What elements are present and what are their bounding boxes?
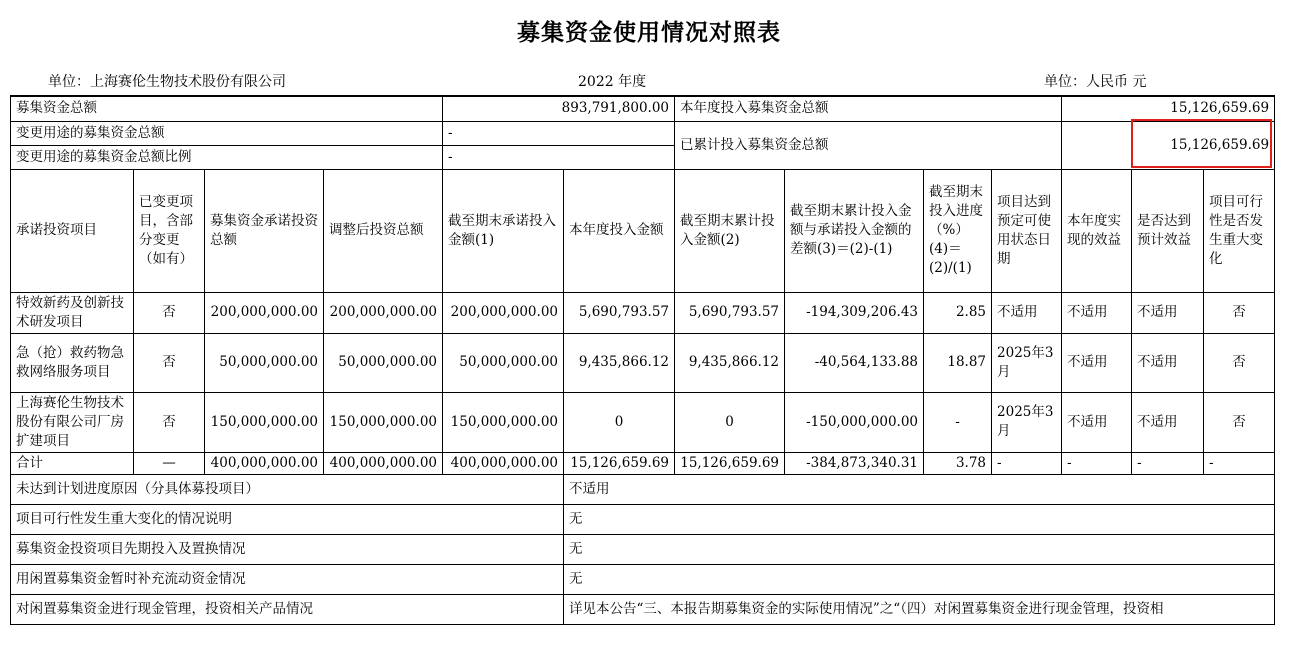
table-cell: 15,126,659.69 [564,452,675,474]
table-cell: 150,000,000.00 [205,392,324,452]
header-cell: 截至期末投入进度（%）(4)＝(2)/(1) [924,169,992,292]
table-row [11,392,1275,452]
table-cell: 50,000,000.00 [324,333,443,392]
table-cell: 否 [1204,333,1275,392]
table-cell: 5,690,793.57 [675,292,785,333]
unit-company: 单位：上海赛伦生物技术股份有限公司 [48,74,286,90]
table-cell: 否 [1204,292,1275,333]
table-cell: 400,000,000.00 [443,452,564,474]
summary-row-changed [11,121,1275,145]
table-cell: -150,000,000.00 [785,392,924,452]
total-label: 募集资金总额 [11,96,443,121]
table-cell: - [992,452,1062,474]
table-cell: 9,435,866.12 [675,333,785,392]
header-cell: 是否达到预计效益 [1132,169,1204,292]
table-cell: 200,000,000.00 [443,292,564,333]
year-invest-value: 15,126,659.69 [1062,96,1275,121]
note-value: 不适用 [564,474,1275,504]
changed-ratio-value: - [443,145,675,169]
header-cell: 项目达到预定可使用状态日期 [992,169,1062,292]
table-row-total [11,452,1275,474]
note-label: 用闲置募集资金暂时补充流动资金情况 [11,564,564,594]
note-row [11,474,1275,504]
table-cell: 400,000,000.00 [324,452,443,474]
header-cell: 本年度实现的效益 [1062,169,1132,292]
header-cell: 已变更项目，含部分变更（如有） [134,169,205,292]
header-cell: 截至期末累计投入金额(2) [675,169,785,292]
fund-usage-table [10,95,1275,625]
table-cell: 2025年3月 [992,333,1062,392]
table-cell: 不适用 [1132,333,1204,392]
note-row [11,534,1275,564]
header-row [11,169,1275,292]
summary-row-total [11,96,1275,121]
table-cell: -40,564,133.88 [785,333,924,392]
table-cell: 0 [675,392,785,452]
table-cell: 3.78 [924,452,992,474]
header-cell: 本年度投入金额 [564,169,675,292]
note-row [11,594,1275,624]
table-cell: 不适用 [992,292,1062,333]
note-label: 未达到计划进度原因（分具体募投项目） [11,474,564,504]
table-cell: 2.85 [924,292,992,333]
table-cell: 不适用 [1132,292,1204,333]
header-cell: 调整后投资总额 [324,169,443,292]
header-cell: 募集资金承诺投资总额 [205,169,324,292]
table-cell: 18.87 [924,333,992,392]
table-cell: 否 [134,392,205,452]
table-row [11,292,1275,333]
table-cell: 0 [564,392,675,452]
table-cell: 不适用 [1062,392,1132,452]
changed-value: - [443,121,675,145]
project-name: 特效新药及创新技术研发项目 [11,292,134,333]
project-name: 上海赛伦生物技术股份有限公司厂房扩建项目 [11,392,134,452]
table-cell: 50,000,000.00 [205,333,324,392]
header-cell: 截至期末累计投入金额与承诺投入金额的差额(3)＝(2)-(1) [785,169,924,292]
table-cell: 否 [134,292,205,333]
note-value: 无 [564,534,1275,564]
table-cell: 150,000,000.00 [324,392,443,452]
table-cell: 2025年3月 [992,392,1062,452]
note-value: 无 [564,564,1275,594]
header-cell: 项目可行性是否发生重大变化 [1204,169,1275,292]
table-cell: 否 [1204,392,1275,452]
header-cell: 承诺投资项目 [11,169,134,292]
cumulative-label: 已累计投入募集资金总额 [675,121,1062,169]
table-cell: 不适用 [1132,392,1204,452]
table-cell: -384,873,340.31 [785,452,924,474]
unit-currency: 单位：人民币 元 [1044,74,1147,90]
page-title: 募集资金使用情况对照表 [517,19,781,46]
table-cell: - [1062,452,1132,474]
table-cell: 9,435,866.12 [564,333,675,392]
table-cell: - [1132,452,1204,474]
note-value: 详见本公告“三、本报告期募集资金的实际使用情况”之“（四）对闲置募集资金进行现金管理，投资相 [564,594,1275,624]
note-label: 对闲置募集资金进行现金管理，投资相关产品情况 [11,594,564,624]
report-year: 2022 年度 [578,74,647,90]
note-value: 无 [564,504,1275,534]
table-cell: 400,000,000.00 [205,452,324,474]
year-invest-label: 本年度投入募集资金总额 [675,96,1062,121]
table-cell: 15,126,659.69 [675,452,785,474]
table-cell: — [134,452,205,474]
note-row [11,564,1275,594]
table-cell: 5,690,793.57 [564,292,675,333]
table-cell: - [924,392,992,452]
project-name: 急（抢）救药物急救网络服务项目 [11,333,134,392]
table-cell: 150,000,000.00 [443,392,564,452]
table-cell: - [1204,452,1275,474]
note-label: 募集资金投资项目先期投入及置换情况 [11,534,564,564]
changed-label: 变更用途的募集资金总额 [11,121,443,145]
header-cell: 截至期末承诺投入金额(1) [443,169,564,292]
note-row [11,504,1275,534]
note-label: 项目可行性发生重大变化的情况说明 [11,504,564,534]
changed-ratio-label: 变更用途的募集资金总额比例 [11,145,443,169]
total-row-label: 合计 [11,452,134,474]
cumulative-value: 15,126,659.69 [1062,121,1275,169]
table-cell: 50,000,000.00 [443,333,564,392]
table-cell: 200,000,000.00 [324,292,443,333]
table-cell: -194,309,206.43 [785,292,924,333]
total-value: 893,791,800.00 [443,96,675,121]
table-cell: 不适用 [1062,333,1132,392]
table-row [11,333,1275,392]
table-cell: 200,000,000.00 [205,292,324,333]
table-cell: 不适用 [1062,292,1132,333]
table-cell: 否 [134,333,205,392]
